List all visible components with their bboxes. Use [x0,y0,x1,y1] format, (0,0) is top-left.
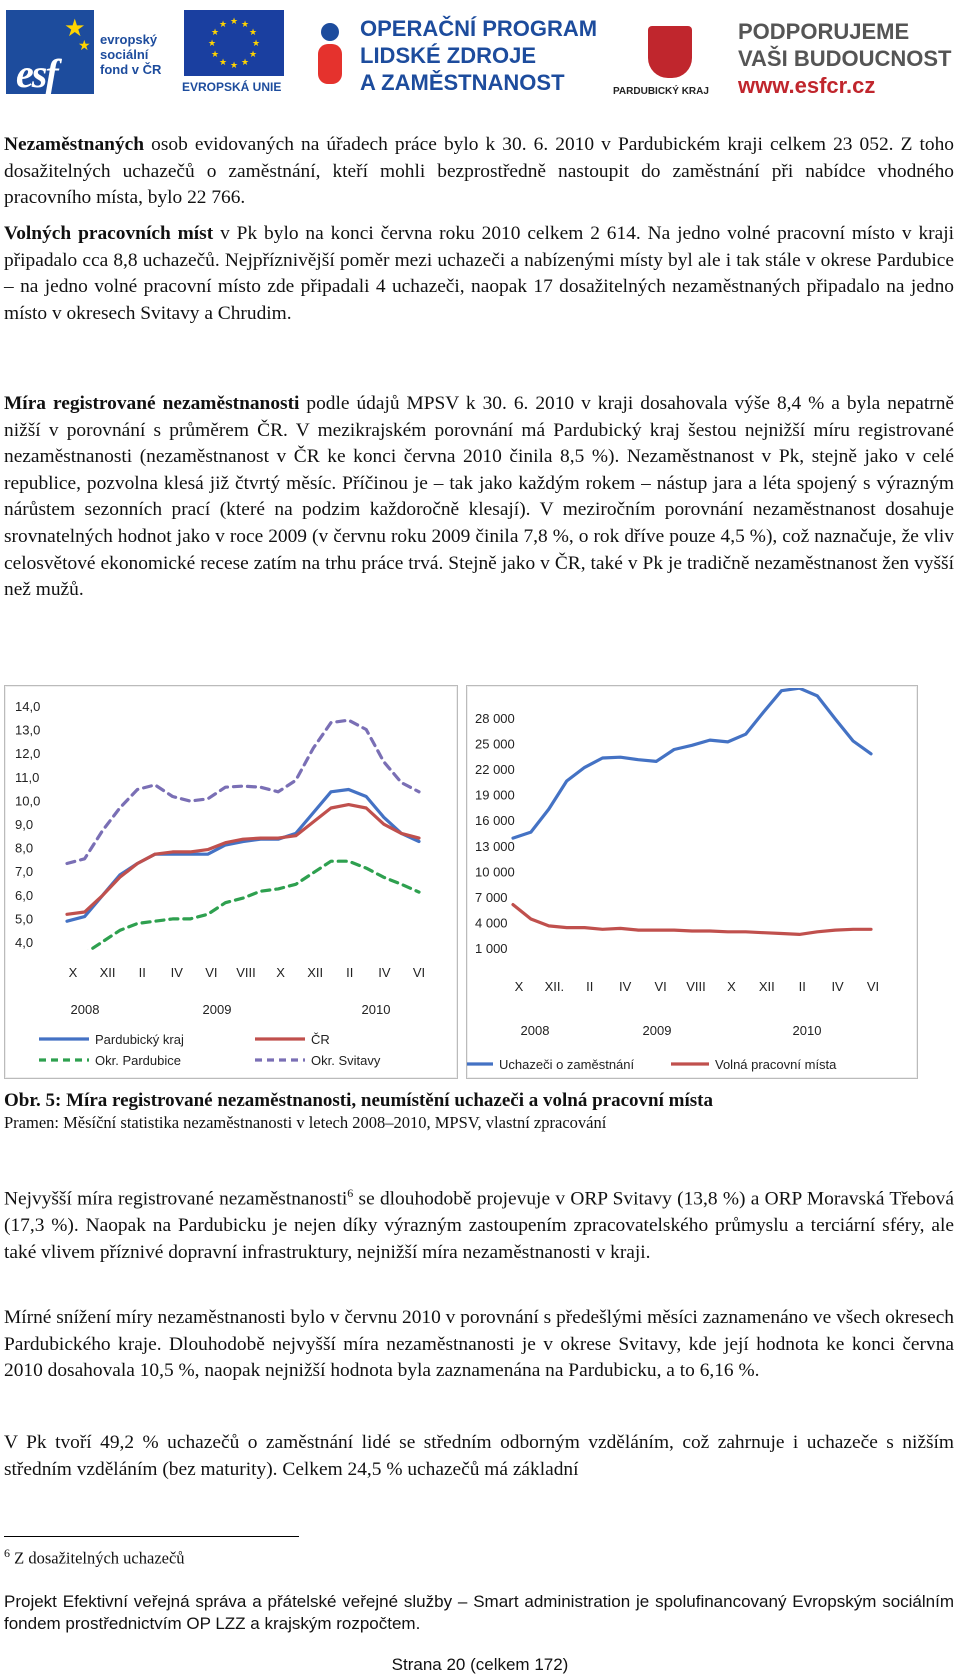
esf-text [100,32,161,77]
x-tick-label: X [276,965,285,980]
year-label: 2009 [202,1002,232,1017]
y-tick-label: 28 000 [475,711,515,726]
eu-flag-icon [184,10,284,76]
paragraph-unemployment-rate [4,391,954,604]
x-tick-label: X [68,965,78,980]
svg-text:★: ★ [248,49,258,59]
y-tick-label: 25 000 [475,736,515,752]
y-tick-label: 7,0 [15,864,34,880]
term-unemployment-rate: Míra registrované nezaměstnanosti [4,393,300,414]
esf-wordmark: esf [16,51,57,96]
svg-text:★: ★ [240,19,250,29]
y-tick-label: 11,0 [15,769,40,785]
svg-text:★: ★ [229,60,239,70]
x-tick-label: XII [758,979,775,994]
year-label: 2010 [792,1023,822,1038]
year-label: 2010 [361,1002,391,1017]
esf-line-3: fond v ČR [100,62,162,77]
footnote-ref: 6 [347,1186,354,1200]
legend-label: Uchazeči o zaměstnání [499,1057,635,1072]
y-tick-label: 9,0 [15,817,34,832]
chart-unemployment-rate-svg [5,686,457,1078]
paragraph-vacancies-text: v Pk bylo na konci června roku 2010 celkem 2 614. Na jedno volné pracovní místo v kraji připadalo cca 8,8 uchazečů. Nejpříznivější poměr mezi uchazeči a nabízenými místy byl ale i tak stále v okrese Pardubice – na jedno volné pracovní místo zde připadali 4 uchazeči, naopak 17 dosažitelných nezaměstnaných připadalo na jedno místo v okresech Svitavy a Chrudim. [4,223,954,324]
svg-text:★: ★ [78,37,91,53]
esf-logo [6,10,94,94]
esf-line-1: evropský [100,32,158,47]
paragraph-highest-rate-a: Nejvyšší míra registrované nezaměstnanosti [4,1188,348,1210]
svg-text:★: ★ [251,38,261,48]
legend-label: Volná pracovní místa [715,1057,837,1072]
support-line-2: VAŠI BUDOUCNOST [738,46,952,71]
paragraph-vacancies [4,221,954,327]
y-tick-label: 12,0 [15,746,41,762]
svg-text:★: ★ [229,16,239,26]
svg-text:★: ★ [218,57,228,67]
y-tick-label: 16 000 [475,813,515,829]
x-tick-label: VI [412,965,426,980]
pardubicky-kraj-crest-icon [648,26,692,78]
year-label: 2008 [520,1023,550,1038]
footnote-number: 6 [4,1546,10,1560]
year-label: 2009 [642,1023,672,1038]
y-tick-label: 4,0 [15,935,34,950]
op-line-3: A ZAMĚSTNANOST [360,70,565,95]
x-tick-label: II [138,965,146,980]
paragraph-decrease: Mírné snížení míry nezaměstnanosti bylo v červnu 2010 v porovnání s předešlými měsíci zaznamenáno ve všech okresech Pardubického kraje. Dlouhodobě nejvyšší míra nezaměstnanosti je v okrese Svitavy, kde její hodnota ke konci června 2010 dosahovala 10,5 %, naopak nejnižší hodnota byla zaznamenána na Pardubicku, a to 6,16 %. [4,1307,954,1382]
footnote-divider [4,1536,299,1537]
y-tick-label: 10 000 [475,864,515,880]
legend-label: Pardubický kraj [95,1032,184,1047]
series-group [67,720,419,958]
x-tick-label: II [346,965,354,980]
chart-unemployment-rate [4,685,458,1079]
figure-source: Pramen: Měsíční statistika nezaměstnanosti v letech 2008–2010, MPSV, vlastní zpracování [4,1113,607,1132]
footer-project: Projekt Efektivní veřejná správa a přátelské veřejné služby – Smart administration je spolufinancovaný Evropským sociálním fondem prostřednictvím OP LZZ a krajským rozpočtem. [4,1592,954,1633]
legend-label: ČR [311,1032,330,1047]
op-lzz-logo-icon [310,18,350,88]
paragraph-unemployed-text: osob evidovaných na úřadech práce bylo k 30. 6. 2010 v Pardubickém kraji celkem 23 052. Z toho dosažitelných uchazečů o zaměstnání, kteří mohli bezprostředně nastoupit do zaměstnání při nabídce vhodného pracovního místa, bylo 22 766. [4,134,954,209]
year-label: 2008 [70,1002,100,1017]
y-tick-label: 7 000 [475,889,508,905]
y-tick-label: 1 000 [475,941,508,956]
y-tick-label: 4 000 [475,915,508,931]
y-tick-label: 8,0 [15,840,34,856]
legend-label: Okr. Pardubice [95,1053,181,1068]
y-tick-label: 5,0 [15,911,34,927]
pardubicky-kraj-label: PARDUBICKÝ KRAJ [613,86,709,97]
y-tick-label: 19 000 [475,787,515,803]
x-tick-label: IV [378,965,391,980]
y-tick-label: 14,0 [15,699,41,714]
svg-text:★: ★ [248,27,258,37]
op-line-2: LIDSKÉ ZDROJE [360,43,537,68]
support-url: www.esfcr.cz [738,73,876,98]
x-tick-label: IV [831,979,844,994]
paragraph-education: V Pk tvoří 49,2 % uchazečů o zaměstnání lidé se středním odborným vzděláním, což zahrnuje i uchazeče s nižším středním vzděláním (bez maturity). Celkem 24,5 % uchazečů má základní [4,1432,954,1480]
series-line-uchaze-i-o-zam-stn-n- [513,688,871,838]
op-lzz-text [360,15,597,96]
figure-caption: Obr. 5: Míra registrované nezaměstnanosti, neumístění uchazeči a volná pracovní místa [4,1090,713,1111]
op-line-1: OPERAČNÍ PROGRAM [360,16,598,41]
term-vacancies: Volných pracovních míst [4,223,214,244]
x-tick-label: VIII [686,979,706,994]
eu-label: EVROPSKÁ UNIE [182,80,282,94]
support-text [738,18,952,99]
y-tick-label: 22 000 [475,762,515,778]
chart-applicants-vacancies-svg [467,686,917,1078]
paragraph-highest-rate [4,1180,954,1266]
y-tick-label: 13 000 [475,838,515,854]
eu-stars-icon [184,10,284,76]
footnote [4,1546,185,1569]
paragraph-unemployment-rate-text: podle údajů MPSV k 30. 6. 2010 v kraji dosahovala výše 8,4 % a byla nepatrně nižší v porovnání s průměrem ČR. V mezikrajském porovnání má Pardubický kraj šestou nejnižší míru registrované nezaměstnanosti (nezaměstnanost v ČR ke konci června 2010 činila 8,5 %). Nezaměstnanost v Pk, stejně jako v celé republice, pozvolna klesá již čtvrtý měsíc. Příčinou je – tak jako každým rokem – nástup jara a léta spojený s výrazným nárůstem sezonních prací (které na podzim každoročně klesají). V meziročním porovnání nezaměstnanost dosahuje srovnatelných hodnot jako v roce 2009 (v červnu roku 2009 činila 7,8 %, o rok dříve pouze 4,5 %), což naznačuje, že vliv celosvětové ekonomické recese zatím na trhu práce trvá. Stejně jako v ČR, také v Pk je tradičně nezaměstnanost žen vyšší než mužů. [4,393,954,601]
x-tick-label: IV [619,979,632,994]
svg-text:★: ★ [240,57,250,67]
y-tick-label: 13,0 [15,722,41,738]
x-tick-label: VI [866,979,880,994]
svg-text:★: ★ [210,49,220,59]
header-logos [0,0,960,110]
x-tick-label: IV [170,965,183,980]
series-group [513,688,871,934]
support-line-1: PODPORUJEME [738,19,910,44]
x-tick-label: VIII [236,965,256,980]
x-tick-label: XII. [544,979,565,994]
x-tick-label: II [798,979,806,994]
x-tick-label: X [727,979,736,994]
y-tick-label: 6,0 [15,887,34,903]
svg-text:★: ★ [210,27,220,37]
paragraph-highest-rate-b: se dlouhodobě projevuje v ORP Svitavy (13,8 %) a ORP Moravská Třebová (17,3 %). Naopak na Pardubicku je nejen díky výrazným zastoupením zpracovatelského průmyslu a terciární sféry, ale také vlivem příznivé dopravní infrastruktury, nejnižší míra nezaměstnanosti v kraji. [4,1188,954,1263]
page-number: Strana 20 (celkem 172) [391,1655,569,1674]
x-tick-label: X [514,979,524,994]
esf-line-2: sociální [100,47,149,62]
series-line-voln-pracovn-m-sta [513,905,871,935]
x-tick-label: VI [205,965,218,980]
x-tick-label: XII [307,965,324,980]
footnote-text: Z dosažitelných uchazečů [10,1548,185,1568]
y-tick-label: 10,0 [15,793,41,809]
svg-text:★: ★ [64,15,86,42]
term-unemployed: Nezaměstnaných [4,134,145,155]
x-tick-label: VI [654,979,667,994]
svg-text:★: ★ [207,38,217,48]
x-tick-label: XII [99,965,116,980]
chart-applicants-vacancies [466,685,918,1079]
paragraph-unemployed [4,132,954,212]
legend-label: Okr. Svitavy [311,1053,381,1068]
x-tick-label: II [586,979,594,994]
svg-text:★: ★ [218,19,228,29]
